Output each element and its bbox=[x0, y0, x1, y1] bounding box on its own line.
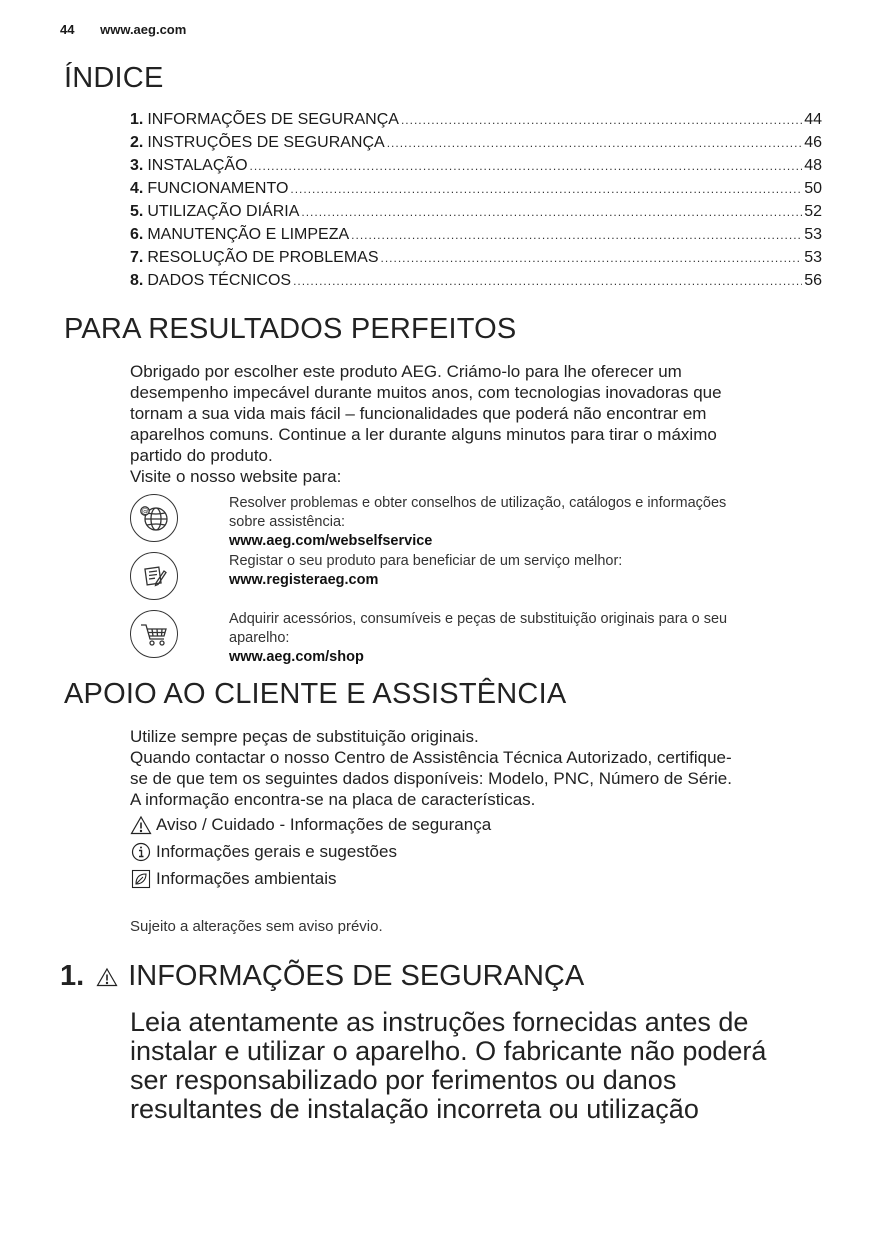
perfect-results-title: PARA RESULTADOS PERFEITOS bbox=[64, 313, 517, 345]
perfect-results-text bbox=[130, 361, 810, 487]
change-notice: Sujeito a alterações sem aviso prévio. bbox=[130, 918, 383, 935]
safety-heading bbox=[60, 960, 584, 993]
page-header bbox=[60, 22, 186, 37]
resource-text bbox=[229, 494, 726, 551]
toc-item-number: 7. bbox=[130, 249, 144, 266]
toc-leader-dots bbox=[290, 182, 802, 196]
resource-line: Resolver problemas e obter conselhos de utilização, catálogos e informações bbox=[229, 495, 727, 511]
safety-intro bbox=[130, 1008, 766, 1124]
toc-item-label: FUNCIONAMENTO bbox=[147, 180, 289, 197]
table-of-contents bbox=[130, 111, 822, 295]
toc-item-number: 4. bbox=[130, 180, 144, 197]
resource-line: aparelho: bbox=[229, 630, 290, 646]
registeraeg-link[interactable]: www.registeraeg.com bbox=[229, 572, 379, 588]
text-line: Visite o nosso website para: bbox=[130, 467, 342, 486]
toc-item-page: 56 bbox=[804, 272, 822, 289]
toc-leader-dots bbox=[293, 274, 802, 288]
webselfservice-link[interactable]: www.aeg.com/webselfservice bbox=[229, 533, 433, 549]
toc-leader-dots bbox=[250, 159, 803, 173]
text-line: aparelhos comuns. Continue a ler durante alguns minutos para tirar o máximo bbox=[130, 425, 717, 444]
toc-item-number: 3. bbox=[130, 157, 144, 174]
legend-text: Informações gerais e sugestões bbox=[156, 842, 397, 861]
resource-line: sobre assistência: bbox=[229, 514, 346, 530]
legend-text: Informações ambientais bbox=[156, 869, 337, 888]
legend-warning bbox=[130, 814, 491, 836]
toc-item-label: DADOS TÉCNICOS bbox=[147, 272, 292, 289]
toc-item[interactable] bbox=[130, 180, 822, 203]
toc-item-number: 5. bbox=[130, 203, 144, 220]
text-line: A informação encontra-se na placa de características. bbox=[130, 790, 536, 809]
toc-item-label: UTILIZAÇÃO DIÁRIA bbox=[147, 203, 300, 220]
toc-item-number: 1. bbox=[130, 111, 144, 128]
toc-item[interactable] bbox=[130, 226, 822, 249]
toc-item[interactable] bbox=[130, 272, 822, 295]
warning-icon bbox=[96, 967, 118, 987]
warning-icon bbox=[130, 814, 152, 836]
cart-icon bbox=[130, 610, 178, 658]
toc-item[interactable] bbox=[130, 134, 822, 157]
register-icon bbox=[130, 552, 178, 600]
legend-environment bbox=[130, 868, 336, 890]
toc-item-number: 8. bbox=[130, 272, 144, 289]
text-line: se de que tem os seguintes dados disponíveis: Modelo, PNC, Número de Série. bbox=[130, 769, 732, 788]
text-line: Quando contactar o nosso Centro de Assistência Técnica Autorizado, certifique- bbox=[130, 748, 732, 767]
intro-line: Leia atentamente as instruções fornecidas antes de bbox=[130, 1007, 749, 1037]
customer-support-text bbox=[130, 726, 810, 810]
toc-leader-dots bbox=[351, 228, 802, 242]
text-line: tornam a sua vida mais fácil – funcionalidades que poderá não encontrar em bbox=[130, 404, 707, 423]
legend-info bbox=[130, 841, 397, 863]
toc-item[interactable] bbox=[130, 249, 822, 272]
customer-support-title: APOIO AO CLIENTE E ASSISTÊNCIA bbox=[64, 678, 567, 710]
intro-line: instalar e utilizar o aparelho. O fabricante não poderá bbox=[130, 1036, 767, 1066]
page-number: 44 bbox=[60, 22, 75, 37]
toc-item-label: INSTRUÇÕES DE SEGURANÇA bbox=[147, 134, 385, 151]
intro-line: ser responsabilizado por ferimentos ou danos bbox=[130, 1065, 677, 1095]
toc-item-page: 53 bbox=[804, 226, 822, 243]
toc-item-page: 46 bbox=[804, 134, 822, 151]
toc-item-label: INSTALAÇÃO bbox=[147, 157, 248, 174]
toc-item-number: 6. bbox=[130, 226, 144, 243]
toc-item-label: MANUTENÇÃO E LIMPEZA bbox=[147, 226, 350, 243]
safety-heading-number: 1. bbox=[60, 960, 85, 992]
resource-text bbox=[229, 610, 727, 667]
safety-heading-title: INFORMAÇÕES DE SEGURANÇA bbox=[128, 960, 585, 992]
resource-line: Adquirir acessórios, consumíveis e peças de substituição originais para o seu bbox=[229, 611, 728, 627]
leaf-icon bbox=[130, 868, 152, 890]
intro-line: resultantes de instalação incorreta ou utilização bbox=[130, 1094, 699, 1124]
toc-item-page: 52 bbox=[804, 203, 822, 220]
toc-item-page: 53 bbox=[804, 249, 822, 266]
toc-item-page: 44 bbox=[804, 111, 822, 128]
shop-link[interactable]: www.aeg.com/shop bbox=[229, 649, 364, 665]
index-title: ÍNDICE bbox=[64, 62, 164, 94]
resource-text bbox=[229, 552, 622, 590]
text-line: desempenho impecável durante muitos anos, com tecnologias inovadoras que bbox=[130, 383, 722, 402]
toc-leader-dots bbox=[301, 205, 802, 219]
toc-item[interactable] bbox=[130, 203, 822, 226]
resource-webselfservice bbox=[130, 494, 820, 554]
toc-leader-dots bbox=[381, 251, 803, 265]
toc-item-label: INFORMAÇÕES DE SEGURANÇA bbox=[147, 111, 399, 128]
resource-register bbox=[130, 552, 820, 612]
text-line: partido do produto. bbox=[130, 446, 273, 465]
toc-item-number: 2. bbox=[130, 134, 144, 151]
text-line: Utilize sempre peças de substituição originais. bbox=[130, 727, 479, 746]
toc-leader-dots bbox=[387, 136, 802, 150]
svg-text:@: @ bbox=[141, 507, 149, 516]
website-link[interactable]: www.aeg.com bbox=[100, 22, 187, 37]
info-icon bbox=[130, 841, 152, 863]
toc-item[interactable] bbox=[130, 111, 822, 134]
resource-line: Registar o seu produto para beneficiar de um serviço melhor: bbox=[229, 553, 623, 569]
toc-item-page: 48 bbox=[804, 157, 822, 174]
globe-icon bbox=[130, 494, 178, 542]
toc-item[interactable] bbox=[130, 157, 822, 180]
toc-item-page: 50 bbox=[804, 180, 822, 197]
legend-text: Aviso / Cuidado - Informações de segurança bbox=[156, 815, 492, 834]
resource-shop bbox=[130, 610, 820, 670]
toc-item-label: RESOLUÇÃO DE PROBLEMAS bbox=[147, 249, 379, 266]
toc-leader-dots bbox=[401, 113, 802, 127]
text-line: Obrigado por escolher este produto AEG. Criámo-lo para lhe oferecer um bbox=[130, 362, 682, 381]
